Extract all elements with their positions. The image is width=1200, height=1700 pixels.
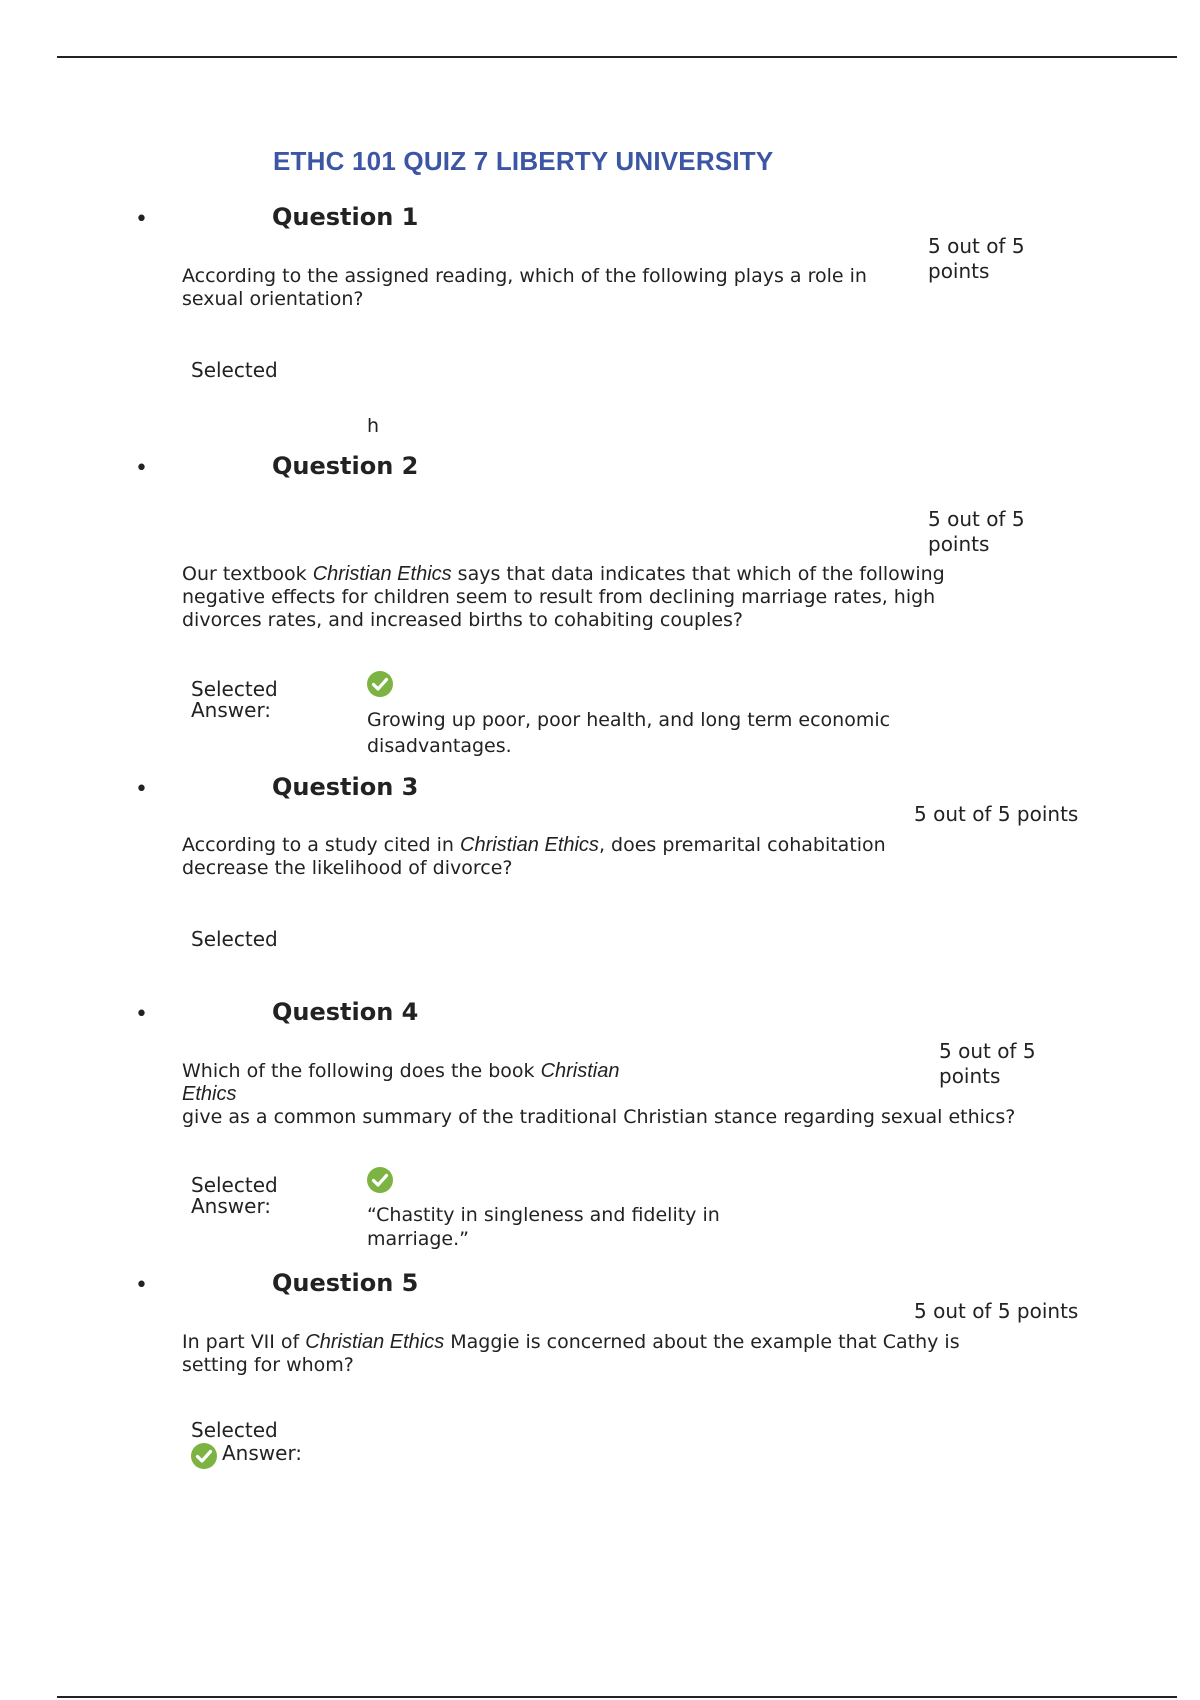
question-4-text-line-2 — [182, 1083, 236, 1106]
bullet: • — [135, 456, 148, 481]
question-3-text-post: , does premarital cohabitation decrease the likelihood of divorce? — [182, 834, 886, 879]
question-3-text-pre: According to a study cited in — [182, 834, 460, 856]
book-title: Christian Ethics — [460, 834, 599, 856]
correct-check-icon — [367, 1167, 393, 1193]
top-rule — [57, 56, 1177, 58]
question-4-text-post: give as a common summary of the traditional Christian stance regarding sexual ethics? — [182, 1106, 1016, 1128]
question-5-answer-label: Answer: — [222, 1441, 303, 1465]
book-title: Ethics — [182, 1083, 237, 1105]
question-2-answer: Growing up poor, poor health, and long term economic disadvantages. — [367, 709, 891, 757]
question-5-heading: Question 5 — [272, 1269, 419, 1297]
question-5-text-post: Maggie is concerned about the example that Cathy is setting for whom? — [182, 1331, 960, 1376]
question-2-text-pre: Our textbook — [182, 563, 313, 585]
question-5-selected-label: Selected — [191, 1418, 278, 1442]
question-2-points: 5 out of 5 points — [928, 507, 1025, 556]
page-title: ETHC 101 QUIZ 7 LIBERTY UNIVERSITY — [273, 146, 774, 176]
question-3-points: 5 out of 5 points — [914, 802, 1079, 826]
question-2-text — [182, 563, 1012, 632]
question-1-answer: h — [367, 415, 380, 437]
question-4-points: 5 out of 5 points — [939, 1039, 1036, 1088]
question-4-answer: “Chastity in singleness and fidelity in marriage.” — [367, 1204, 720, 1250]
question-5-text-pre: In part VII of — [182, 1331, 306, 1353]
question-5-points: 5 out of 5 points — [914, 1299, 1079, 1323]
question-2-heading: Question 2 — [272, 452, 419, 480]
correct-check-icon — [367, 671, 393, 697]
bottom-rule — [57, 1696, 1177, 1698]
book-title: Christian Ethics — [312, 563, 452, 585]
book-title: Christian Ethics — [305, 1331, 445, 1353]
question-4-heading: Question 4 — [272, 998, 419, 1026]
question-1-heading: Question 1 — [272, 203, 419, 231]
question-3-text — [182, 834, 957, 880]
question-1-text: According to the assigned reading, which of the following plays a role in sexual orientation? — [182, 265, 867, 310]
question-4-selected-label: Selected — [191, 1173, 278, 1197]
question-4-text-line-1 — [182, 1060, 619, 1083]
bullet: • — [135, 1273, 148, 1298]
question-2-text-post: says that data indicates that which of the following negative effects for children seem to result from declining marriage rates, high divorces rates, and increased births to cohabiting couples? — [182, 563, 945, 631]
book-title: Christian — [540, 1060, 620, 1082]
question-1-points: 5 out of 5 points — [928, 234, 1025, 283]
correct-check-icon — [191, 1443, 217, 1469]
question-3-heading: Question 3 — [272, 773, 419, 801]
bullet: • — [135, 207, 148, 232]
question-4-text-pre: Which of the following does the book — [182, 1060, 541, 1082]
question-3-selected-label: Selected — [191, 927, 278, 951]
question-2-answer-label: Answer: — [191, 698, 272, 722]
question-2-selected-label: Selected — [191, 677, 278, 701]
bullet: • — [135, 777, 148, 802]
question-1-selected-label: Selected — [191, 358, 278, 382]
bullet: • — [135, 1002, 148, 1027]
question-4-answer-label: Answer: — [191, 1194, 272, 1218]
question-5-text — [182, 1331, 987, 1377]
